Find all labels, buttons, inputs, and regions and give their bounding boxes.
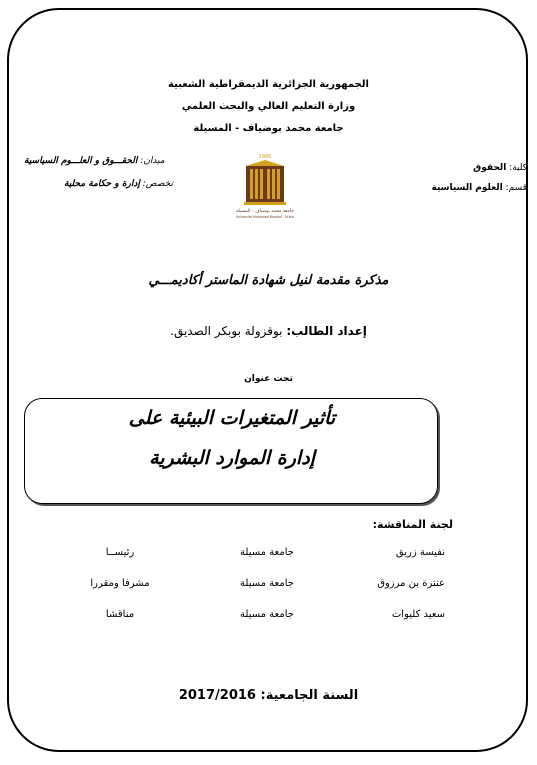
memo-heading: مذكرة مقدمة لنيل شهادة الماستر أكاديمـــي — [148, 273, 389, 288]
title-box — [24, 398, 438, 504]
jury-role: رئيســا — [105, 547, 135, 558]
faculty-dept-value: العلوم السياسية — [431, 183, 503, 193]
jury-university: جامعة مسيلة — [240, 547, 294, 558]
university-logo-icon — [224, 150, 306, 222]
jury-role: مناقشا — [105, 609, 135, 620]
academic-year-label: السنة الجامعية: — [260, 688, 359, 703]
student-line — [0, 324, 537, 338]
header-university: جامعة محمد بوضياف - المسيلة — [193, 123, 344, 134]
jury-name: عنترة بن مرزوق — [377, 578, 445, 589]
jury-name: نفيسة زريق — [395, 547, 445, 558]
jury-university: جامعة مسيلة — [240, 609, 294, 620]
faculty-college-label: كلية: — [509, 163, 527, 173]
faculty-college-value: الحقوق — [473, 163, 507, 173]
faculty-field-value: الحقـــوق و العلـــوم السياسية — [24, 156, 138, 166]
academic-year-value: 2017/2016 — [178, 688, 256, 703]
under-title-label: تحت عنوان — [244, 374, 293, 384]
student-label: إعداد الطالب: — [286, 324, 367, 338]
thesis-title-line1: تأثير المتغيرات البيئية على — [128, 407, 336, 429]
faculty-spec-value: إدارة و حكامة محلية — [64, 179, 140, 189]
faculty-dept-label: قسم: — [505, 183, 527, 193]
faculty-spec-label: تخصص: — [142, 179, 173, 189]
thesis-title-line2: إدارة الموارد البشرية — [149, 447, 315, 469]
logo-name-ar: جامعة محمد بوضياف - المسيلة — [235, 209, 295, 214]
faculty-college — [473, 163, 527, 173]
academic-year — [0, 688, 537, 703]
jury-heading: لجنة المناقشة: — [372, 518, 453, 531]
logo-year: 1985 — [258, 154, 272, 160]
jury-role: مشرفا ومقررا — [90, 578, 150, 589]
student-name: بوقزولة بوبكر الصديق. — [170, 324, 283, 338]
faculty-field — [24, 156, 165, 166]
header-republic: الجمهورية الجزائرية الديمقراطية الشعبية — [168, 79, 369, 90]
faculty-specialty — [64, 179, 173, 189]
jury-university: جامعة مسيلة — [240, 578, 294, 589]
header-ministry: وزارة التعليم العالي والبحث العلمي — [181, 101, 356, 112]
jury-name: سعيد كليوات — [391, 609, 445, 620]
university-logo — [224, 150, 306, 222]
faculty-department — [432, 183, 527, 193]
faculty-field-label: ميدان: — [140, 156, 165, 166]
logo-name-fr: Université Mohamed Boudiaf - M'sila — [235, 215, 295, 219]
